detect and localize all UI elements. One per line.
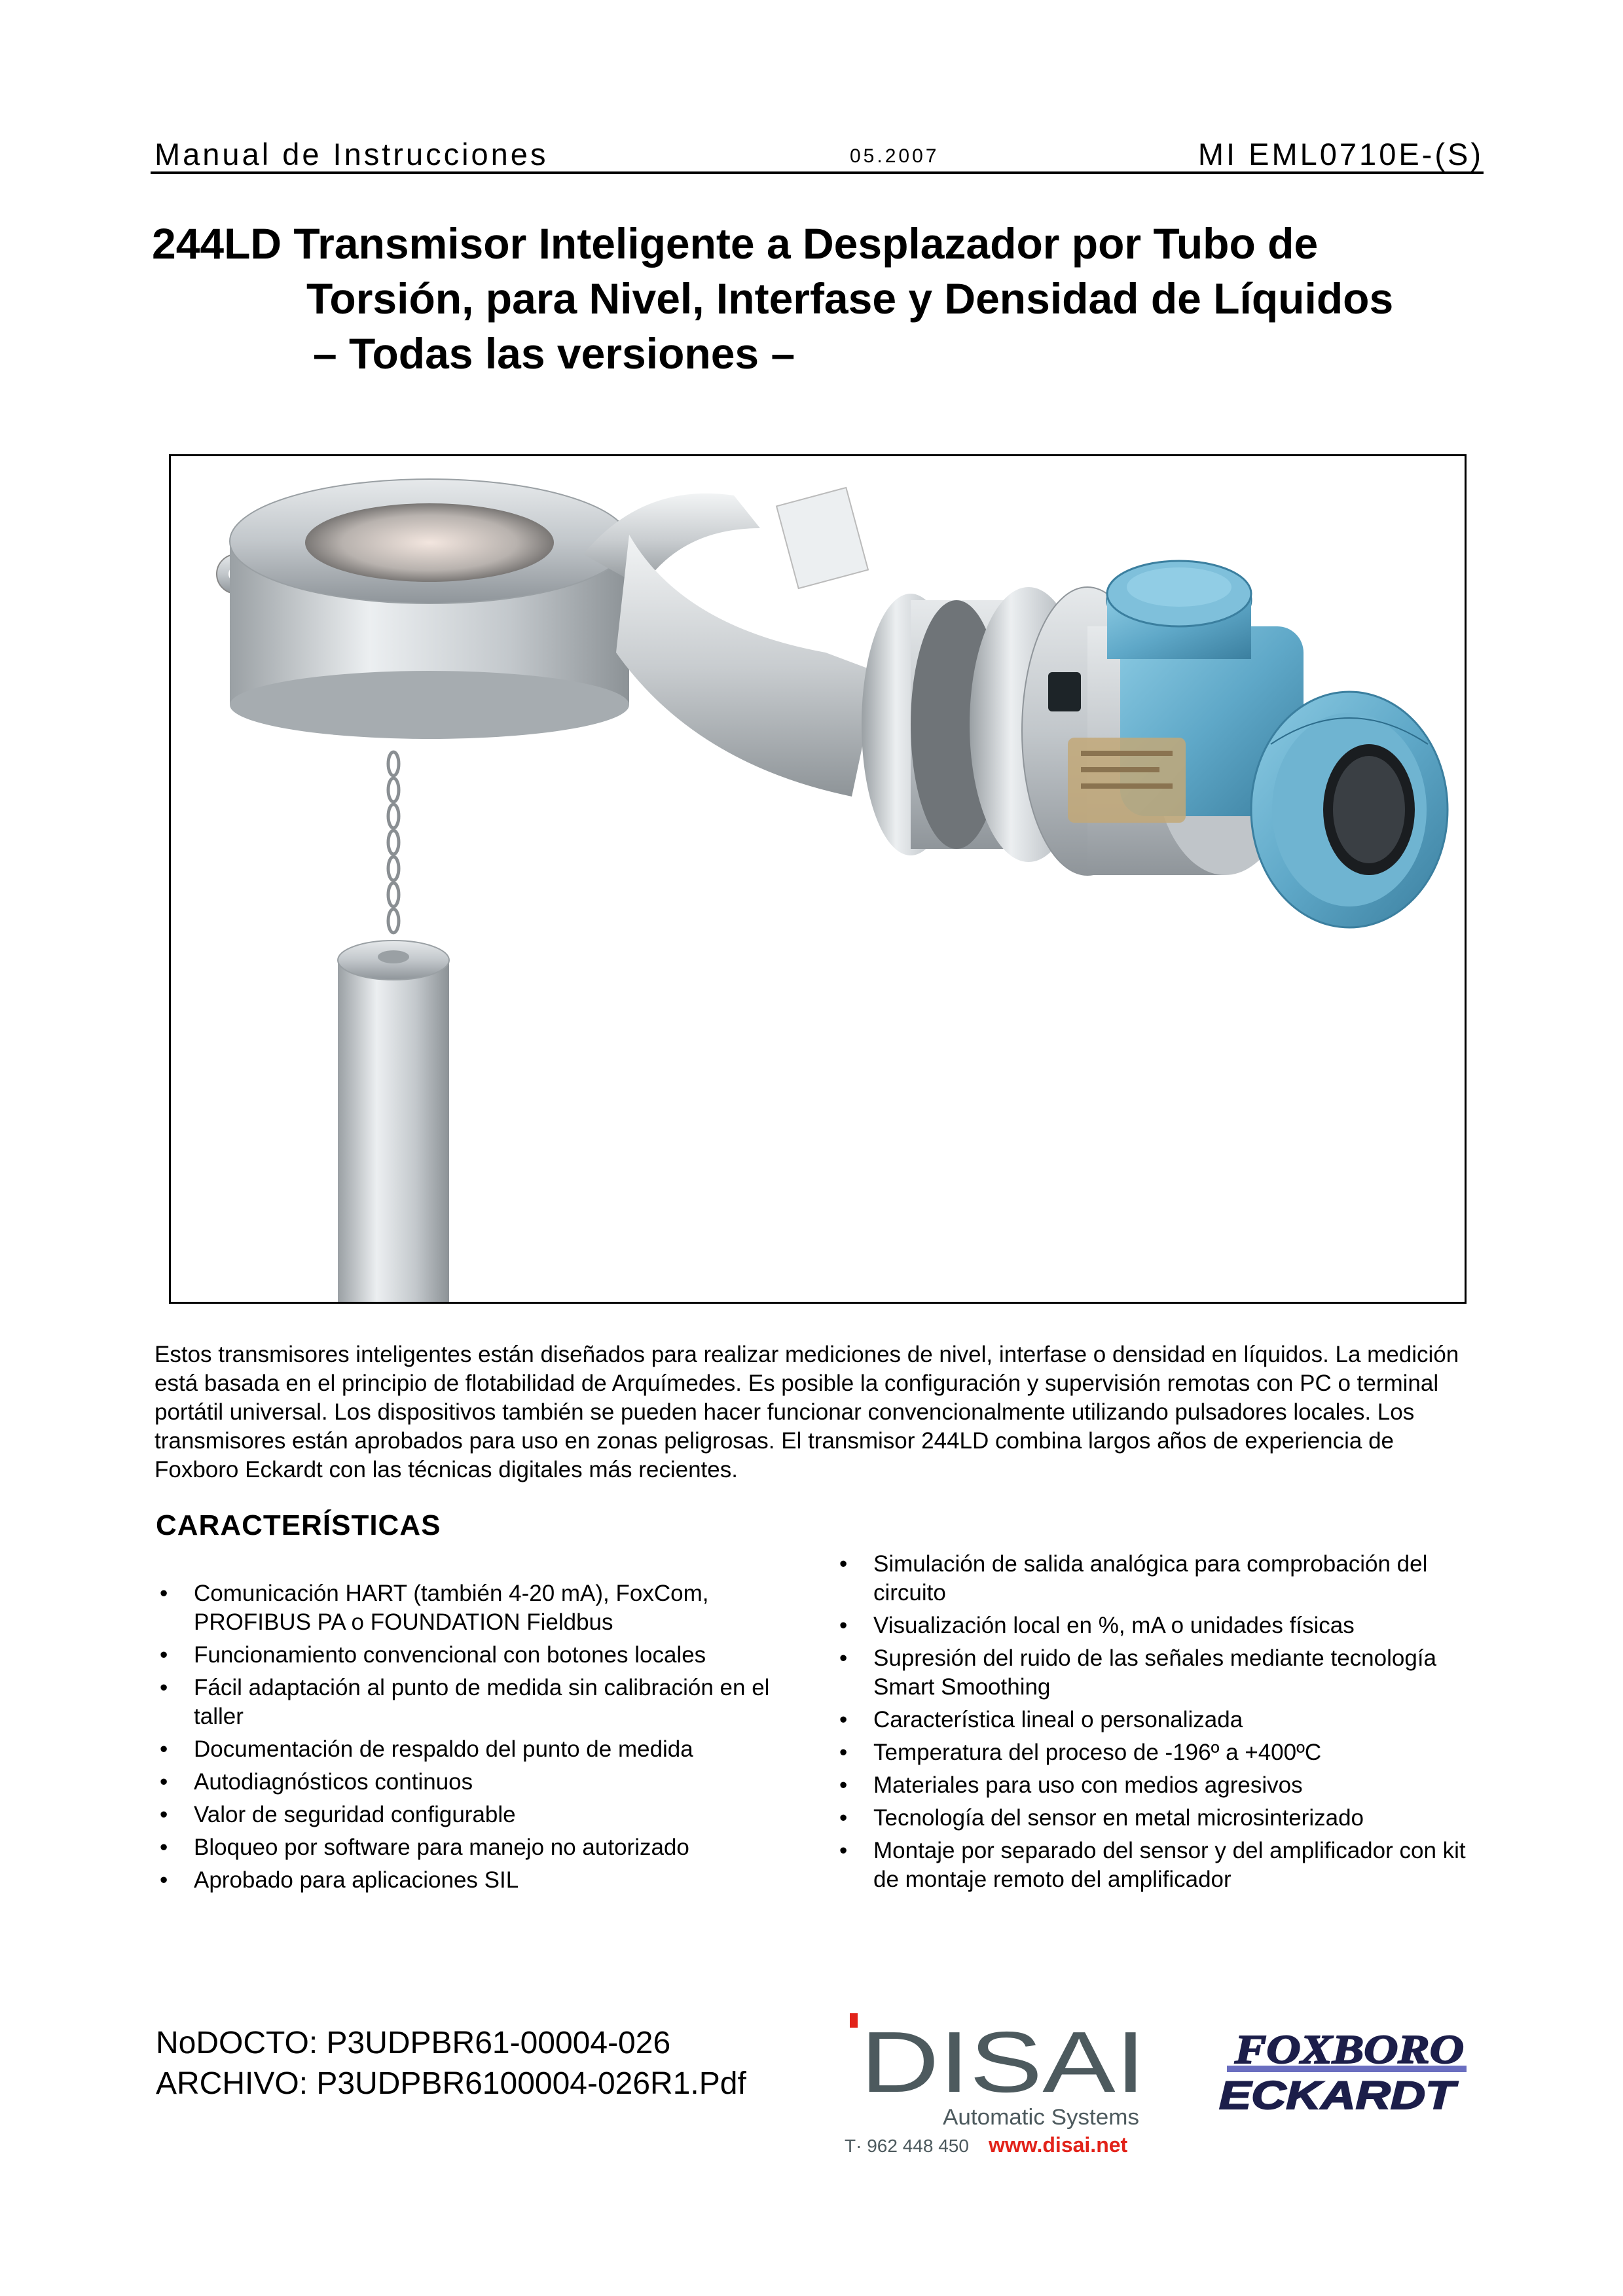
features-list-right <box>835 1550 1490 1898</box>
document-title-line-3: – Todas las versiones – <box>313 329 795 378</box>
list-item: • Autodiagnósticos continuos <box>156 1768 811 1797</box>
bullet-icon: • <box>839 1551 848 1577</box>
features-heading: CARACTERÍSTICAS <box>156 1509 441 1541</box>
list-item: • Funcionamiento convencional con botones locales <box>156 1641 811 1670</box>
intro-paragraph: Estos transmisores inteligentes están diseñados para realizar mediciones de nivel, interfase o densidad en líquidos. La medición está basada en el principio de flotabilidad de Arquímedes. Es posible la configuración y supervisión remotas con PC o terminal portátil universal. Los dispositivos también se pueden hacer funcionar convencionalmente utilizando pulsadores locales. Los transmisores están aprobados para uso en zonas peligrosas. El transmisor 244LD combina largos años de experiencia de Foxboro Eckardt con las técnicas digitales más recientes. <box>155 1342 1459 1482</box>
bullet-icon: • <box>839 1805 848 1831</box>
bullet-icon: • <box>839 1838 848 1863</box>
bullet-icon: • <box>160 1769 168 1795</box>
disai-accent-mark <box>850 2013 858 2028</box>
bullet-icon: • <box>839 1645 848 1671</box>
list-item: • Montaje por separado del sensor y del amplificador con kit de montaje remoto del amplificador <box>839 1838 1466 1892</box>
bullet-icon: • <box>160 1835 168 1860</box>
bullet-icon: • <box>839 1613 848 1638</box>
bullet-icon: • <box>839 1772 848 1798</box>
bullet-icon: • <box>160 1581 168 1606</box>
bullet-icon: • <box>160 1867 168 1893</box>
eckardt-wordmark: ECKARDT <box>1219 2073 1459 2113</box>
disai-wordmark: DISAI <box>860 2014 1146 2110</box>
bullet-icon: • <box>160 1736 168 1762</box>
list-item: • Temperatura del proceso de -196º a +400ºC <box>835 1738 1490 1767</box>
list-item: • Comunicación HART (también 4-20 mA), FoxCom, PROFIBUS PA o FOUNDATION Fieldbus <box>160 1581 709 1635</box>
disai-website: www.disai.net <box>989 2133 1128 2153</box>
manual-header-left: Manual de Instrucciones <box>155 137 549 171</box>
list-item: • Tecnología del sensor en metal microsinterizado <box>835 1804 1490 1833</box>
document-title-line-1: 244LD Transmisor Inteligente a Desplazador por Tubo de <box>152 219 1319 268</box>
product-photo <box>169 454 1467 1304</box>
list-item: • Característica lineal o personalizada <box>835 1706 1490 1734</box>
list-item: • Documentación de respaldo del punto de medida <box>156 1735 811 1764</box>
list-item: • Simulación de salida analógica para comprobación del circuito <box>839 1551 1428 1605</box>
foxboro-wordmark: FOXBORO <box>1233 2028 1464 2072</box>
foxboro-eckardt-logo <box>1215 2028 1477 2113</box>
disai-phone: T· 962 448 450 <box>845 2136 969 2153</box>
list-item: • Supresión del ruido de las señales mediante tecnología Smart Smoothing <box>839 1645 1437 1700</box>
archive-filename: ARCHIVO: P3UDPBR6100004-026R1.Pdf <box>156 2066 746 2101</box>
list-item: • Materiales para uso con medios agresivos <box>835 1771 1490 1800</box>
document-number: NoDOCTO: P3UDPBR61-00004-026 <box>156 2026 671 2060</box>
disai-logo <box>845 1996 1159 2153</box>
disai-subtitle: Automatic Systems <box>943 2105 1139 2130</box>
features-list-left <box>156 1579 811 1899</box>
bullet-icon: • <box>839 1740 848 1765</box>
bullet-icon: • <box>160 1802 168 1827</box>
transmitter-illustration <box>171 456 1465 1302</box>
document-title-line-2: Torsión, para Nivel, Interfase y Densidad de Líquidos <box>306 274 1394 323</box>
list-item: • Bloqueo por software para manejo no autorizado <box>156 1833 811 1862</box>
manual-header-date: 05.2007 <box>850 145 939 167</box>
header-divider <box>151 171 1484 174</box>
manual-header-right: MI EML0710E-(S) <box>1197 137 1484 171</box>
list-item: • Valor de seguridad configurable <box>156 1801 811 1829</box>
list-item: • Visualización local en %, mA o unidades físicas <box>835 1611 1490 1640</box>
bullet-icon: • <box>160 1675 168 1700</box>
list-item: • Fácil adaptación al punto de medida sin calibración en el taller <box>160 1675 770 1729</box>
bullet-icon: • <box>839 1707 848 1732</box>
bullet-icon: • <box>160 1642 168 1668</box>
list-item: • Aprobado para aplicaciones SIL <box>156 1866 811 1895</box>
